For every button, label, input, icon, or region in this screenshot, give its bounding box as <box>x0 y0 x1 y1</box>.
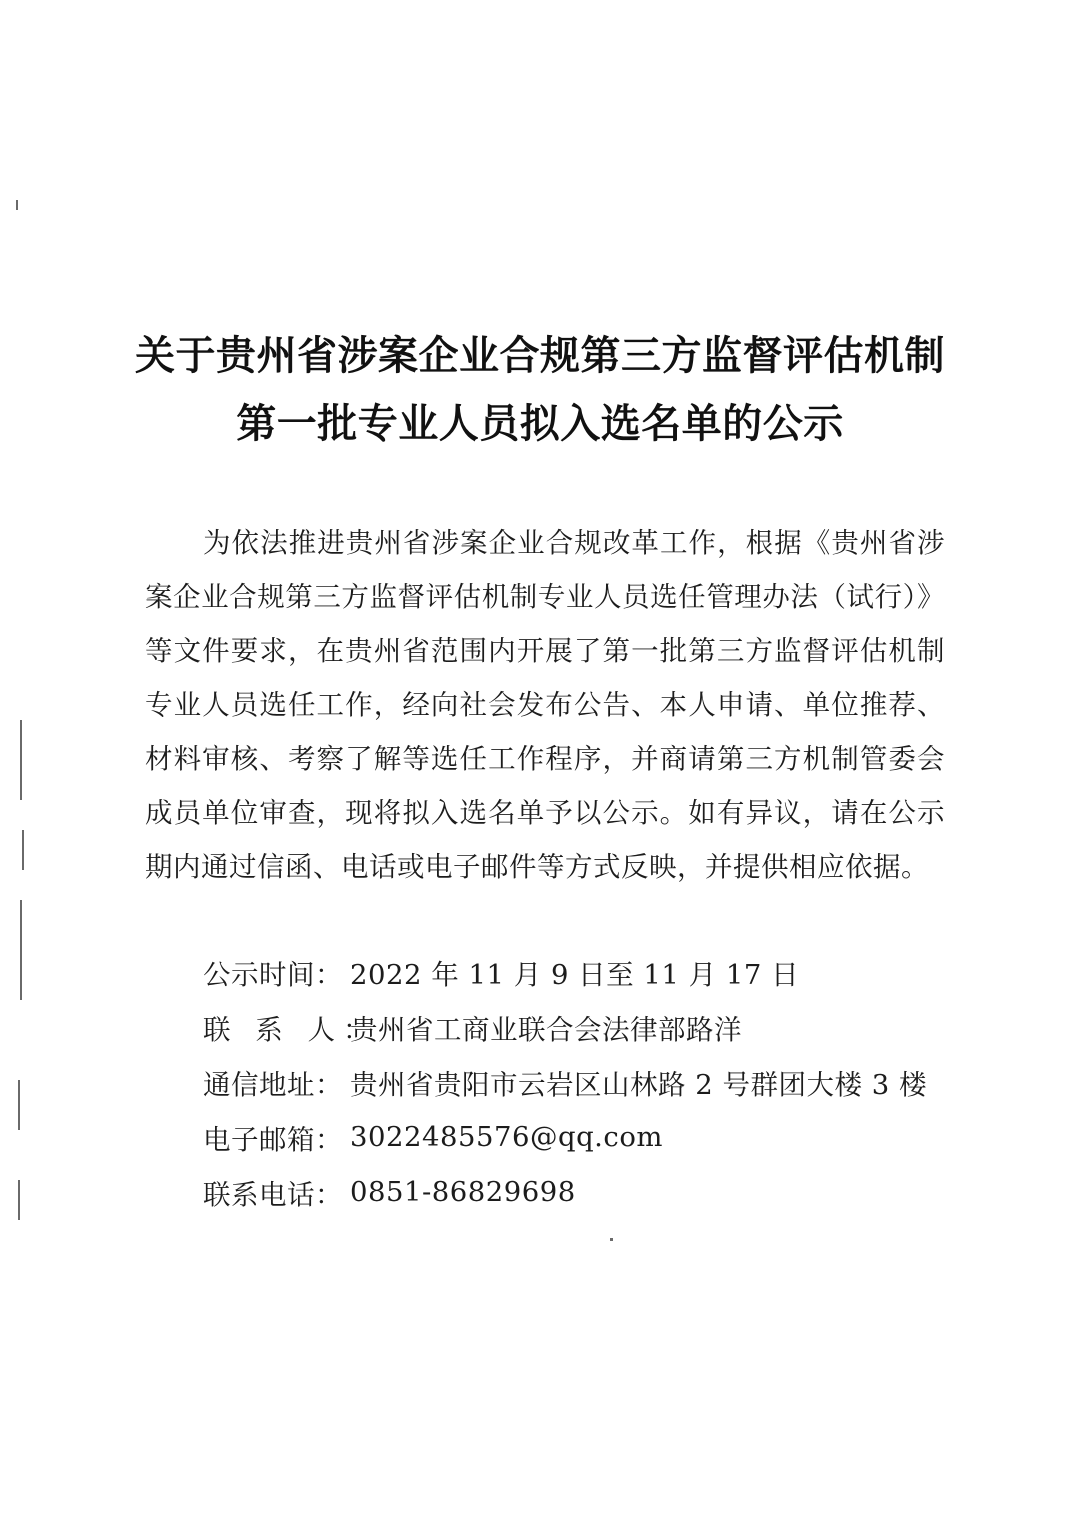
info-label: 联 系 人： <box>203 1013 379 1046</box>
info-row-address <box>203 1054 963 1109</box>
info-value: 贵州省工商业联合会法律部路洋 <box>350 1013 742 1046</box>
info-value: 2022 年 11 月 9 日至 11 月 17 日 <box>350 958 800 991</box>
info-label: 公示时间： <box>203 958 343 991</box>
info-row-email <box>203 1109 963 1164</box>
info-value: 3022485576@qq.com <box>350 1120 663 1153</box>
info-value: 0851-86829698 <box>350 1175 576 1208</box>
contact-info <box>203 944 963 1219</box>
info-label: 电子邮箱： <box>203 1123 343 1156</box>
scan-artifact-mark <box>18 1180 20 1220</box>
scan-artifact-dot <box>610 1238 613 1241</box>
scan-artifact-mark <box>20 720 22 800</box>
info-label: 通信地址： <box>203 1068 343 1101</box>
scan-artifact-mark <box>18 1080 20 1130</box>
scan-artifact-mark <box>20 900 22 1000</box>
scan-artifact-mark <box>22 830 24 870</box>
info-label: 联系电话： <box>203 1178 343 1211</box>
document-title <box>100 322 980 458</box>
info-row-phone <box>203 1164 963 1219</box>
info-row-contact-person <box>203 999 963 1054</box>
info-row-publicity-period <box>203 944 963 999</box>
title-line-1: 关于贵州省涉案企业合规第三方监督评估机制 <box>135 332 945 379</box>
info-value: 贵州省贵阳市云岩区山林路 2 号群团大楼 3 楼 <box>350 1068 927 1101</box>
title-line-2: 第一批专业人员拟入选名单的公示 <box>236 400 844 447</box>
scan-artifact-mark <box>16 200 18 210</box>
body-paragraph: 为依法推进贵州省涉案企业合规改革工作，根据《贵州省涉案企业合规第三方监督评估机制专业人员选任管理办法（试行）》等文件要求，在贵州省范围内开展了第一批第三方监督评估机制专业人员选任工作，经向社会发布公告、本人申请、单位推荐、材料审核、考察了解等选任工作程序，并商请第三方机制管委会成员单位审查，现将拟入选名单予以公示。如有异议，请在公示期内通过信函、电话或电子邮件等方式反映，并提供相应依据。 <box>145 527 945 883</box>
